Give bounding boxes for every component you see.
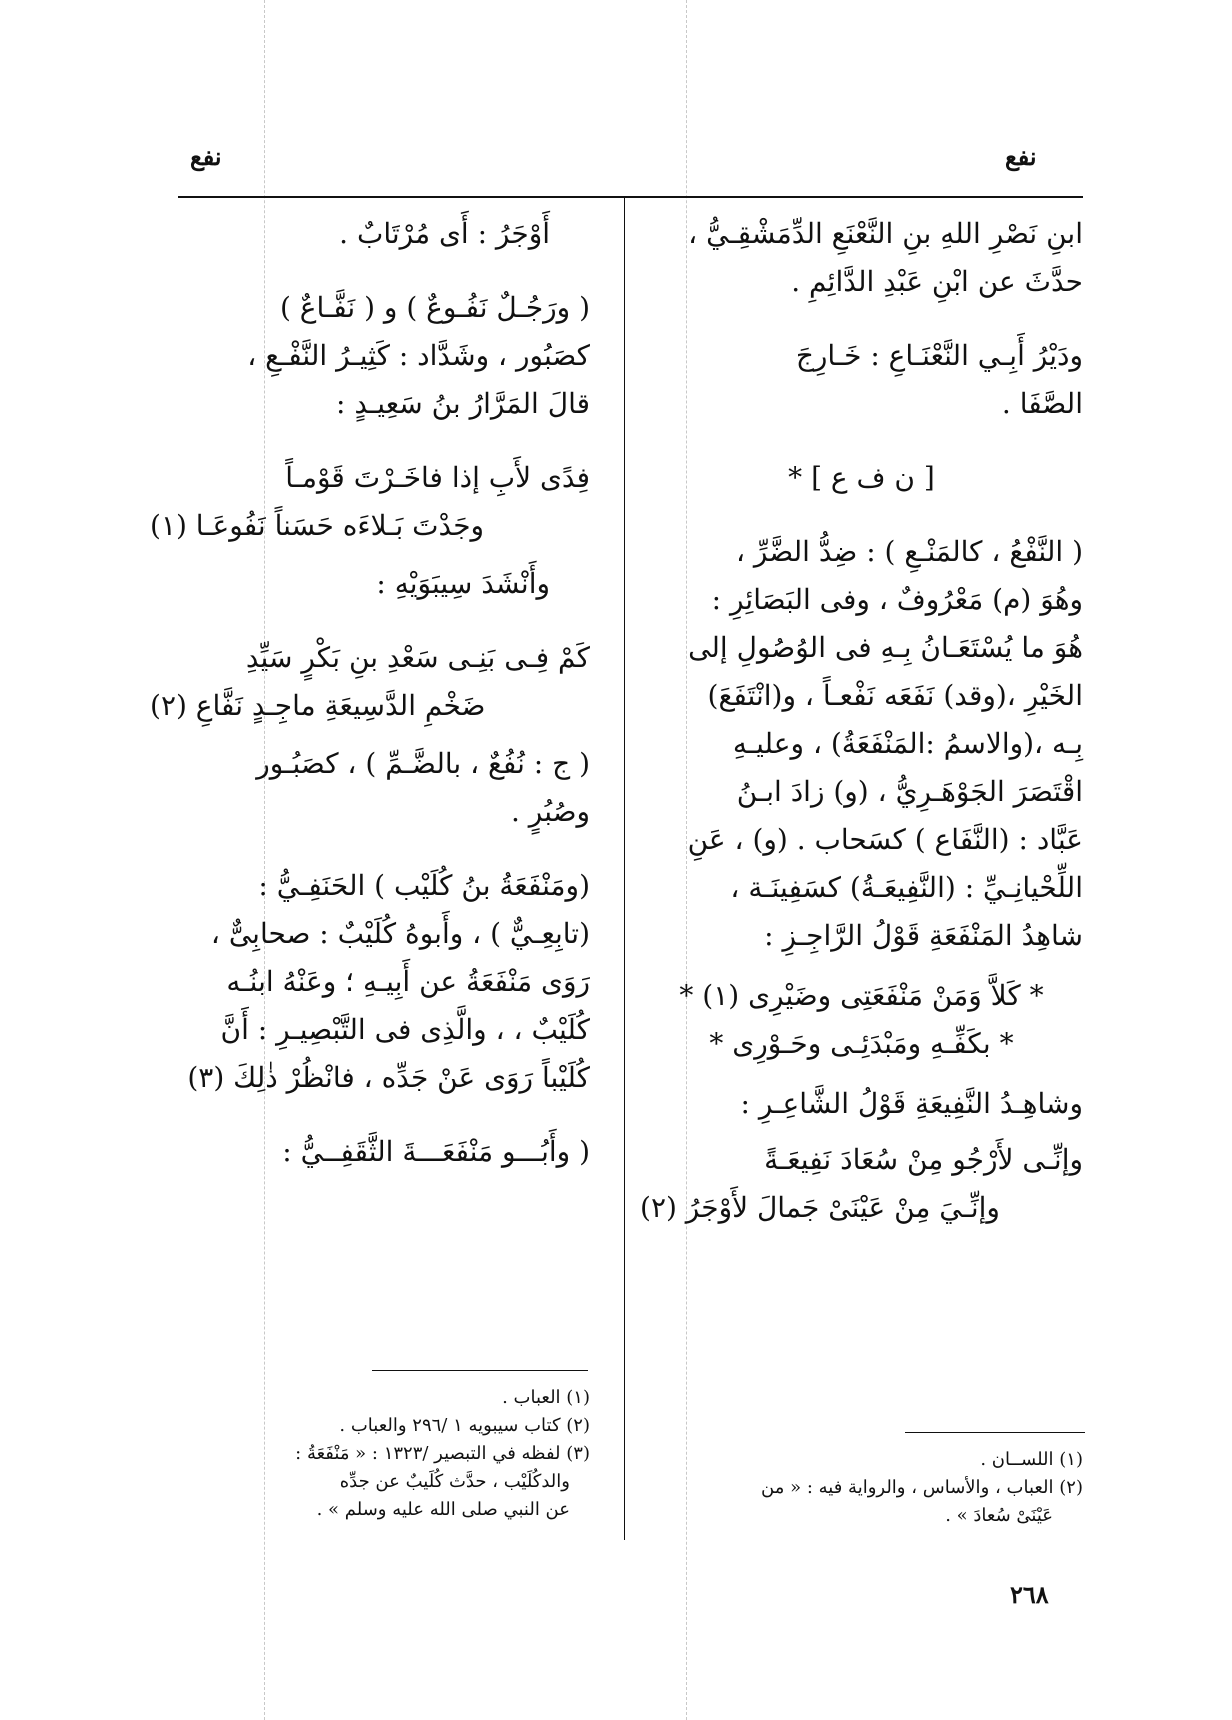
footnote: عَيْنَىْ سُعادَ » . <box>945 1505 1053 1526</box>
text-line: وشاهِـدُ النَّفِيعَةِ قَوْلُ الشَّاعِـرِ : <box>740 1087 1083 1120</box>
text-line: وهُوَ (م) مَعْرُوفٌ ، وفى البَصَائِرِ : <box>711 583 1083 616</box>
text-line: أَوْجَرُ : أَى مُرْتَابٌ . <box>339 217 550 250</box>
running-head-right: نفع <box>1005 142 1037 171</box>
footnote: عن النبي صلى الله عليه وسلم » . <box>316 1499 570 1520</box>
header-rule <box>178 196 1083 198</box>
verse-line: * كَلاَّ وَمَنْ مَنْفَعَتِى وضَيْرِى (١) * <box>679 979 1044 1012</box>
text-line: الخَيْرِ ،(وقد) نَفَعَه نَفْعـاً ، و(انْتَفَعَ) <box>707 679 1083 712</box>
text-line: (ومَنْفَعَةُ بنُ كُلَيْب ) الحَنَفِـيُّ : <box>258 869 590 902</box>
footnotes-right <box>640 1446 1083 1530</box>
text-line: اقْتَصَرَ الجَوْهَـرِيُّ ، (و) زادَ ابـنُ <box>736 775 1083 808</box>
verse-line: ضَخْمِ الدَّسِيعَةِ ماجِـدٍ نَفَّاعِ (٢) <box>150 689 486 722</box>
text-line: الصَّفَا . <box>1001 387 1083 420</box>
footnotes-left <box>150 1384 590 1524</box>
text-line: عَبَّاد : (النَّفَاع ) كسَحاب . (و) ، عَنِ <box>687 823 1083 856</box>
text-line: ( ورَجُـلٌ نَفُـوعٌ ) و ( نَفَّـاعٌ ) <box>279 291 590 324</box>
verse-line: وإنِّـيَ مِنْ عَيْنَىْ جَمالَ لأَوْجَرُ (٢) <box>640 1191 1000 1224</box>
text-line: كُلَيْباً رَوَى عَنْ جَدِّه ، فانْظُرْ ذٰلِكَ (٣) <box>187 1061 590 1094</box>
footnote: (١) اللســان . <box>980 1449 1083 1470</box>
text-line: (تابِعِـيٌّ ) ، وأَبوهُ كُلَيْبٌ : صحابِىٌّ ، <box>210 917 590 950</box>
footnote: (٢) العباب ، والأساس ، والرواية فيه : « من <box>761 1477 1083 1498</box>
verse-line: * بكَفِّـهِ ومَبْدَئِـى وحَـوْرِى * <box>709 1027 1014 1060</box>
text-line: كُلَيْبٌ ، ، والَّذِى فى التَّبْصِيـرِ : أَنَّ <box>220 1013 590 1046</box>
text-line: ابنِ نَصْرِ اللهِ بنِ النَّعْنَعِ الدِّمَشْقِـيُّ ، <box>688 217 1083 250</box>
text-line: كصَبُور ، وشَدَّاد : كَثِيـرُ النَّفْـعِ ، <box>247 339 590 372</box>
verse-line: وإنِّـى لأَرْجُو مِنْ سُعَادَ نَفِيعَـةً <box>764 1143 1083 1176</box>
footnote: (٣) لفظه في التبصير /١٣٢٣ : « مَنْفَعَةُ : <box>295 1443 590 1464</box>
column-divider <box>624 198 625 1540</box>
text-line: شاهِدُ المَنْفَعَةِ قَوْلُ الرَّاجِـزِ : <box>764 919 1083 952</box>
left-column <box>150 210 590 1176</box>
footnote: والدكُلَيْب ، حدَّث كُلَيبٌ عن جدِّه <box>339 1471 570 1492</box>
text-line: رَوَى مَنْفَعَةُ عن أَبِيـهِ ؛ وعَنْهُ ابنُـه <box>226 965 590 998</box>
text-line: ( وأَبُـــو مَنْفَعَـــةَ الثَّقَفِــيُّ : <box>282 1135 590 1168</box>
text-line: قالَ المَرَّارُ بنُ سَعِيـدٍ : <box>336 387 590 420</box>
verse-line: وجَدْتَ بَـلاءَه حَسَناً نَفُوعَـا (١) <box>150 509 485 542</box>
verse-line: فِدًى لأَبِ إذا فاخَـرْتَ قَوْمـاً <box>285 461 590 494</box>
text-line: وصُبُرٍ . <box>511 795 590 828</box>
verse-line: كَمْ فِـى بَنِـى سَعْدِ بنِ بَكْرٍ سَيِّدِ <box>245 641 590 674</box>
text-line: ( ج : نُفُعٌ ، بالضَّـمِّ ) ، كصَبُـور <box>256 747 590 780</box>
text-line: ودَيْرُ أَبِـي النَّعْنَـاعِ : خَـارِجَ <box>795 339 1083 372</box>
footnote-rule-right <box>905 1432 1085 1433</box>
text-line: بِـه ،(والاسمُ :المَنْفَعَةُ) ، وعليـهِ <box>732 727 1083 760</box>
page-number: ٢٦٨ <box>1010 1580 1049 1609</box>
text-line: اللِّحْيانِـيِّ : (النَّفِيعَـةُ) كسَفِينَـة ، <box>730 871 1083 904</box>
footnote-rule-left <box>372 1370 588 1371</box>
entry-heading: [ ن ف ع ] * <box>788 461 935 494</box>
right-column <box>640 210 1083 1232</box>
text-line: هُوَ ما يُسْتَعَـانُ بِـهِ فى الوُصُولِ إلى <box>688 631 1083 664</box>
text-line: وأَنْشَدَ سِيبَوَيْهِ : <box>376 567 550 600</box>
text-line: حدَّثَ عن ابْنِ عَبْدِ الدَّائِمِ . <box>791 265 1083 298</box>
text-line: ( النَّفْعُ ، كالمَنْـعِ ) : ضِدُّ الضَّرِّ ، <box>735 535 1083 568</box>
footnote: (١) العباب . <box>502 1387 590 1408</box>
running-head-left: نفع <box>190 142 222 171</box>
footnote: (٢) كتاب سيبويه ١ /٢٩٦ والعباب . <box>339 1415 590 1436</box>
